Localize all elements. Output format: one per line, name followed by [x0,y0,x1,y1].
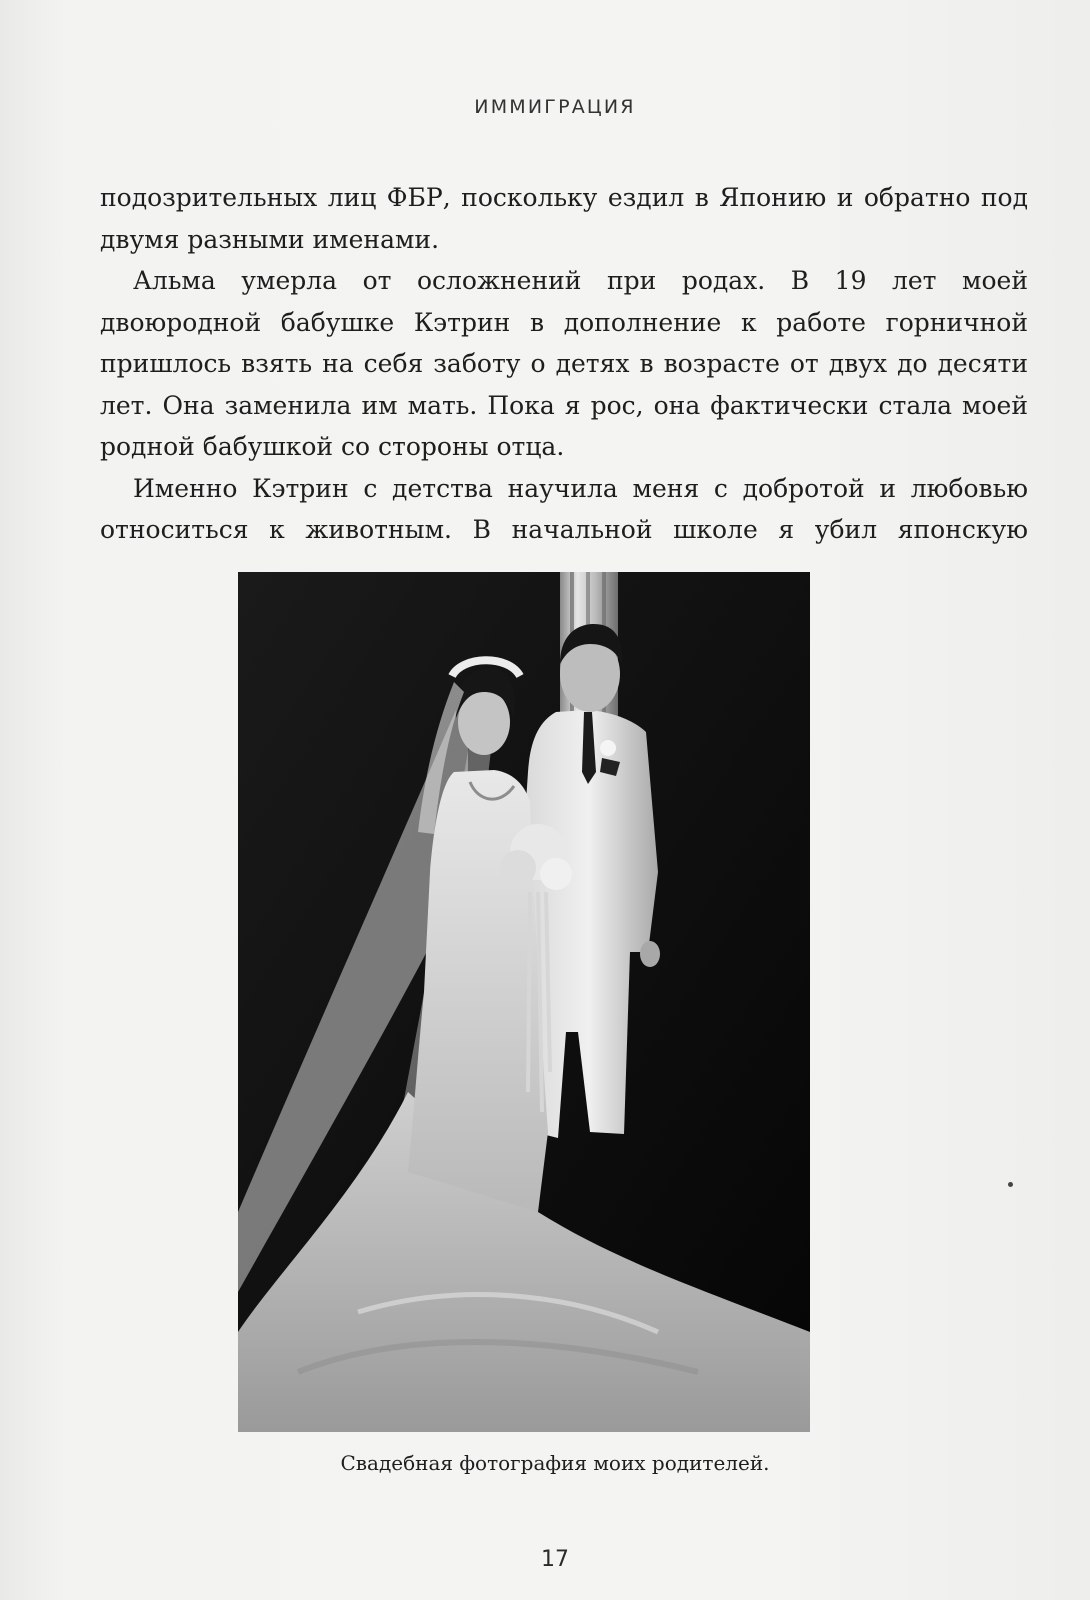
print-speck [1008,1182,1013,1187]
paragraph-alma: Альма умерла от осложнений при родах. В 19 лет моей двоюродной бабушке Кэтрин в дополнение к работе горничной пришлось взять на себя заботу о детях в возрасте от двух до десяти лет. Она заменила им мать. Пока я рос, она фактически стала моей родной бабушкой со стороны отца. [100,266,1028,461]
wedding-photograph [238,572,810,1432]
paragraph-katherine: Именно Кэтрин с детства научила меня с добротой и любовью относиться к животным. В начальной школе я убил японскую [100,473,1028,544]
running-head: ИММИГРАЦИЯ [474,96,636,118]
body-text [100,177,1028,551]
photo-caption: Свадебная фотография моих родителей. [340,1451,770,1475]
page-number: 17 [541,1547,569,1572]
paragraph-continued: подозрительных лиц ФБР, поскольку ездил в Японию и обратно под двумя разными именами. [100,183,1028,254]
